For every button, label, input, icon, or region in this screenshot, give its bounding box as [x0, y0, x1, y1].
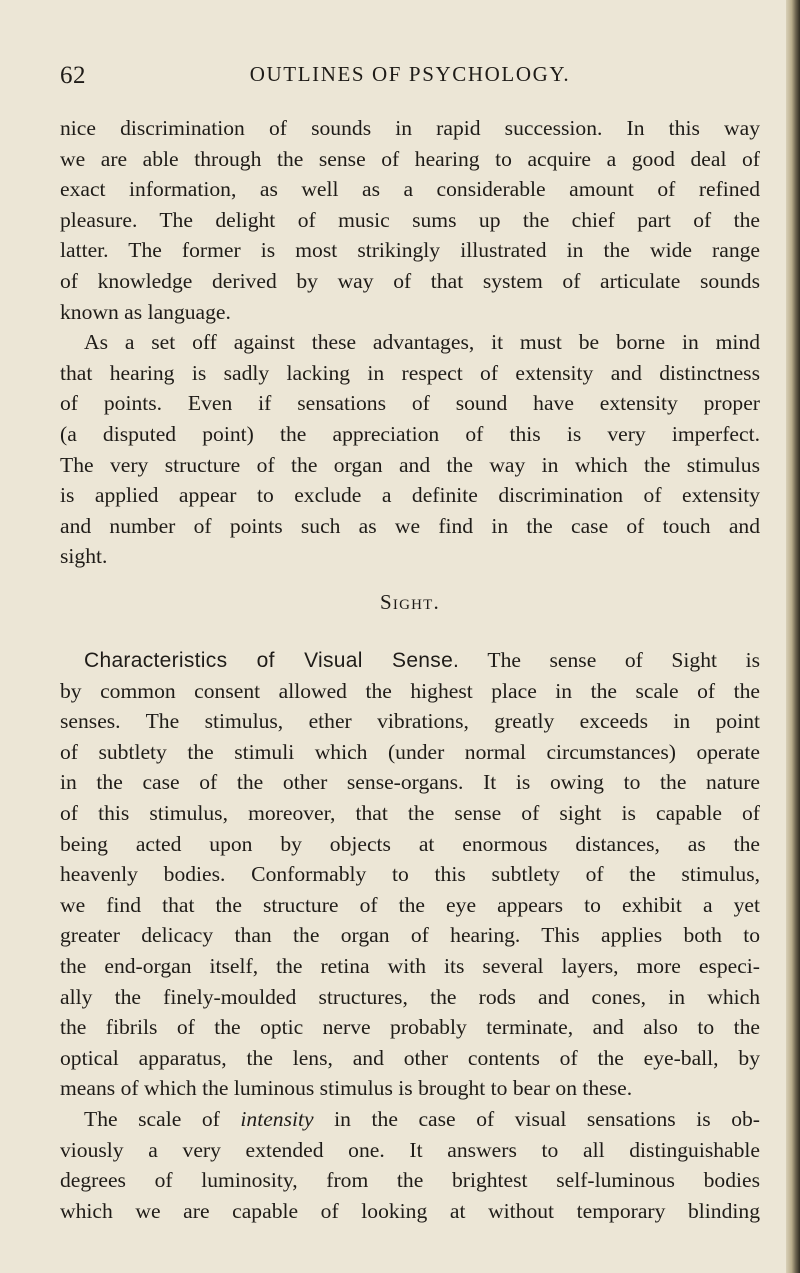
text-line: by common consent allowed the highest place in the scale of the	[60, 678, 760, 703]
text-line: heavenly bodies. Conformably to this subtlety of the stimulus,	[60, 862, 760, 887]
text-line: that hearing is sadly lacking in respect of extensity and distinctness	[60, 360, 760, 385]
page-edge	[786, 0, 800, 1273]
text-line: ally the finely-moulded structures, the rods and cones, in which	[60, 984, 760, 1009]
text-line: we are able through the sense of hearing to acquire a good deal of	[60, 146, 760, 171]
text-line: of knowledge derived by way of that system of articulate sounds	[60, 268, 760, 293]
text-line: (a disputed point) the appreciation of this is very imperfect.	[60, 421, 760, 446]
page-number: 62	[60, 62, 86, 89]
text-line: exact information, as well as a considerable amount of refined	[60, 177, 760, 202]
text-line-with-italic	[60, 1104, 760, 1135]
body-text-top	[60, 113, 760, 572]
text-line: being acted upon by objects at enormous distances, as the	[60, 831, 760, 856]
text-line: means of which the luminous stimulus is brought to bear on these.	[60, 1076, 633, 1101]
page-header	[60, 62, 760, 98]
italic-term: intensity	[240, 1106, 314, 1131]
text-line: As a set off against these advantages, it must be borne in mind	[84, 330, 760, 355]
text-line: viously a very extended one. It answers to all distinguishable	[60, 1137, 760, 1162]
sidehead: Characteristics of Visual Sense.	[84, 649, 460, 672]
text-span: The sense of Sight is	[459, 648, 760, 672]
section-title: Sight.	[380, 590, 440, 614]
text-line: the end-organ itself, the retina with its several layers, more especi-	[60, 953, 760, 978]
text-line: pleasure. The delight of music sums up the chief part of the	[60, 207, 760, 232]
text-line: in the case of the other sense-organs. It is owing to the nature	[60, 770, 760, 795]
text-line: of points. Even if sensations of sound have extensity proper	[60, 391, 760, 416]
text-line: greater delicacy than the organ of hearing. This applies both to	[60, 923, 760, 948]
running-head: OUTLINES OF PSYCHOLOGY.	[249, 62, 571, 86]
text-span: in the case of visual sensations is ob-	[313, 1106, 760, 1131]
text-line: the fibrils of the optic nerve probably terminate, and also to the	[60, 1015, 760, 1040]
text-line: optical apparatus, the lens, and other contents of the eye-ball, by	[60, 1045, 760, 1070]
text-span: The scale of	[84, 1106, 241, 1131]
text-line: degrees of luminosity, from the brightest self-luminous bodies	[60, 1168, 760, 1193]
text-line: is applied appear to exclude a definite discrimination of extensity	[60, 483, 760, 508]
text-line: latter. The former is most strikingly illustrated in the wide range	[60, 238, 760, 263]
text-line: nice discrimination of sounds in rapid succession. In this way	[60, 116, 760, 140]
text-line: and number of points such as we find in the case of touch and	[60, 513, 760, 538]
text-line-with-sidehead	[60, 645, 760, 676]
text-line: The very structure of the organ and the way in which the stimulus	[60, 452, 760, 477]
text-line: which we are capable of looking at without temporary blinding	[60, 1198, 760, 1223]
text-line: sight.	[60, 544, 108, 569]
text-line: senses. The stimulus, ether vibrations, greatly exceeds in point	[60, 709, 760, 734]
text-line: of subtlety the stimuli which (under normal circumstances) operate	[60, 739, 760, 764]
text-line: we find that the structure of the eye appears to exhibit a yet	[60, 892, 760, 917]
text-line: known as language.	[60, 299, 231, 324]
body-text-bottom	[60, 645, 760, 1226]
text-line: of this stimulus, moreover, that the sense of sight is capable of	[60, 800, 760, 825]
